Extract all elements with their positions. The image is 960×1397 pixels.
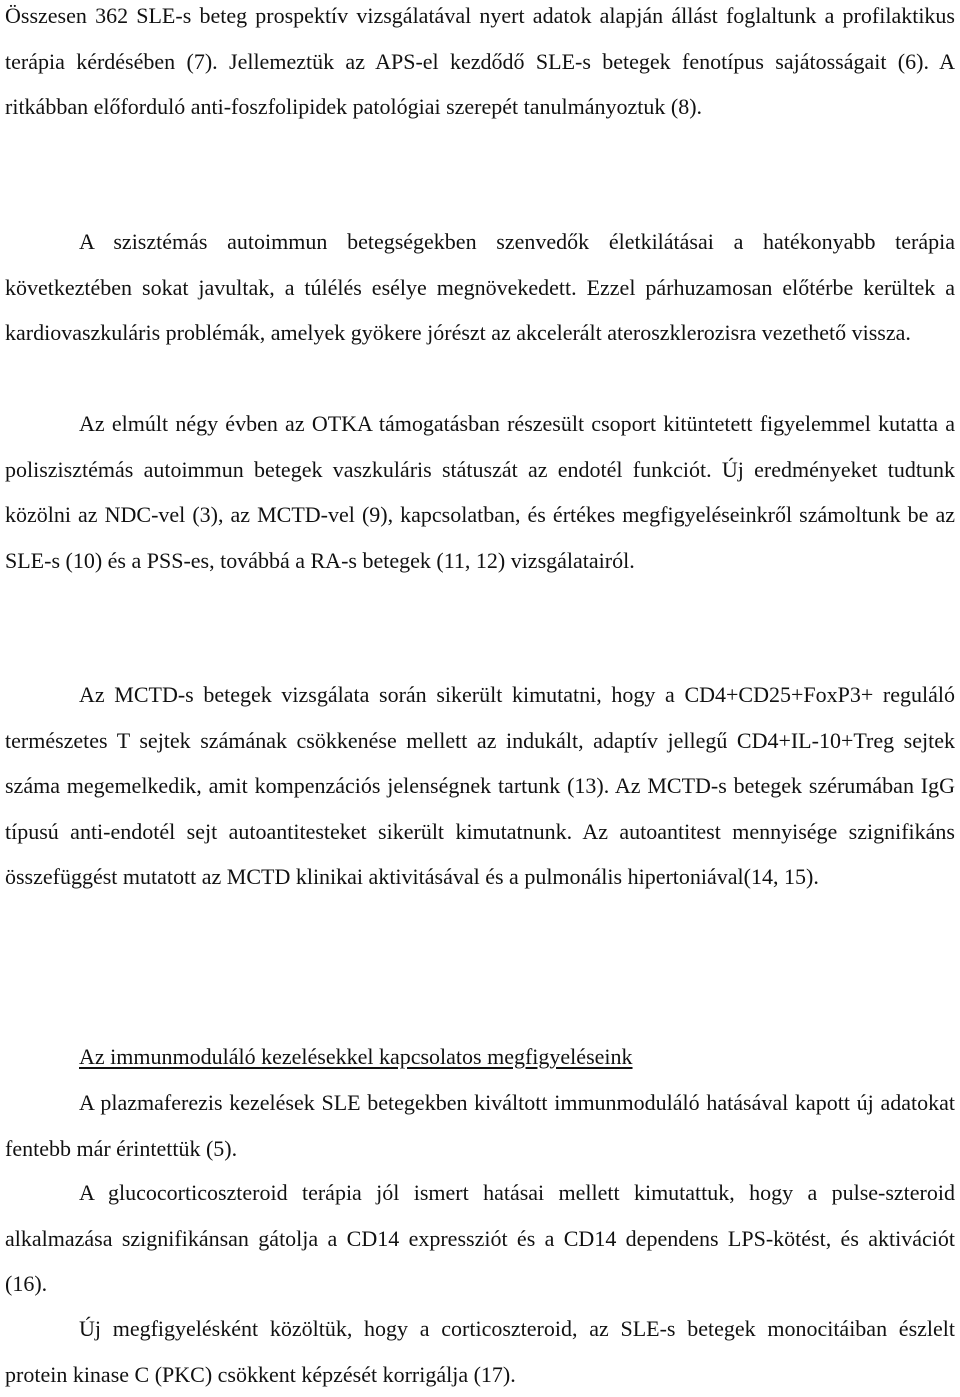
paragraph-mctd-findings: Az MCTD-s betegek vizsgálata során sikerült kimutatni, hogy a CD4+CD25+FoxP3+ reguláló természetes T sejtek számának csökkenése mellett az indukált, adaptív jellegű CD4+IL-10+Treg sejtek száma megemelkedik, amit kompenzációs jelenségnek tartunk (13). Az MCTD-s betegek szérumában IgG típusú anti-endotél sejt autoantitesteket sikerült kimutatnunk. Az autoantitest mennyisége szignifikáns összefüggést mutatott az MCTD klinikai aktivitásával és a pulmonális hipertoniával(14, 15). — [5, 682, 955, 889]
paragraph-plasmapheresis: A plazmaferezis kezelések SLE betegekben kiváltott immunmoduláló hatásával kapott új adatokat fentebb már érintettük (5). — [5, 1090, 955, 1161]
paragraph-otka-research: Az elmúlt négy évben az OTKA támogatásban részesült csoport kitüntetett figyelemmel kutatta a poliszisztémás autoimmun betegek vaszkuláris státuszát az endotél funkciót. Új eredményeket tudtunk közölni az NDC-vel (3), az MCTD-vel (9), kapcsolatban, és értékes megfigyeléseinkről számoltunk be az SLE-s (10) és a PSS-es, továbbá a RA-s betegek (11, 12) vizsgálatairól. — [5, 411, 955, 573]
paragraph-sle-study: Összesen 362 SLE-s beteg prospektív vizsgálatával nyert adatok alapján állást foglaltunk a profilaktikus terápia kérdésében (7). Jellemeztük az APS-el kezdődő SLE-s betegek fenotípus sajátosságait (6). A ritkábban előforduló anti-foszfolipidek patológiai szerepét tanulmányoztuk (8). — [5, 3, 955, 119]
section-heading: Az immunmoduláló kezelésekkel kapcsolatos megfigyeléseink — [79, 1044, 633, 1069]
paragraph-cardiovascular: A szisztémás autoimmun betegségekben szenvedők életkilátásai a hatékonyabb terápia következtében sokat javultak, a túlélés esélye megnövekedett. Ezzel párhuzamosan előtérbe kerültek a kardiovaszkuláris problémák, amelyek gyökere jórészt az akcelerált ateroszklerozisra vezethető vissza. — [5, 229, 955, 345]
paragraph-pkc: Új megfigyelésként közöltük, hogy a corticoszteroid, az SLE-s betegek monocitáiban észlelt protein kinase C (PKC) csökkent képzését korrigálja (17). — [5, 1316, 955, 1387]
paragraph-glucocorticosteroid: A glucocorticoszteroid terápia jól ismert hatásai mellett kimutattuk, hogy a pulse-szteroid alkalmazása szignifikánsan gátolja a CD14 expressziót és a CD14 dependens LPS-kötést, és aktivációt (16). — [5, 1180, 955, 1296]
